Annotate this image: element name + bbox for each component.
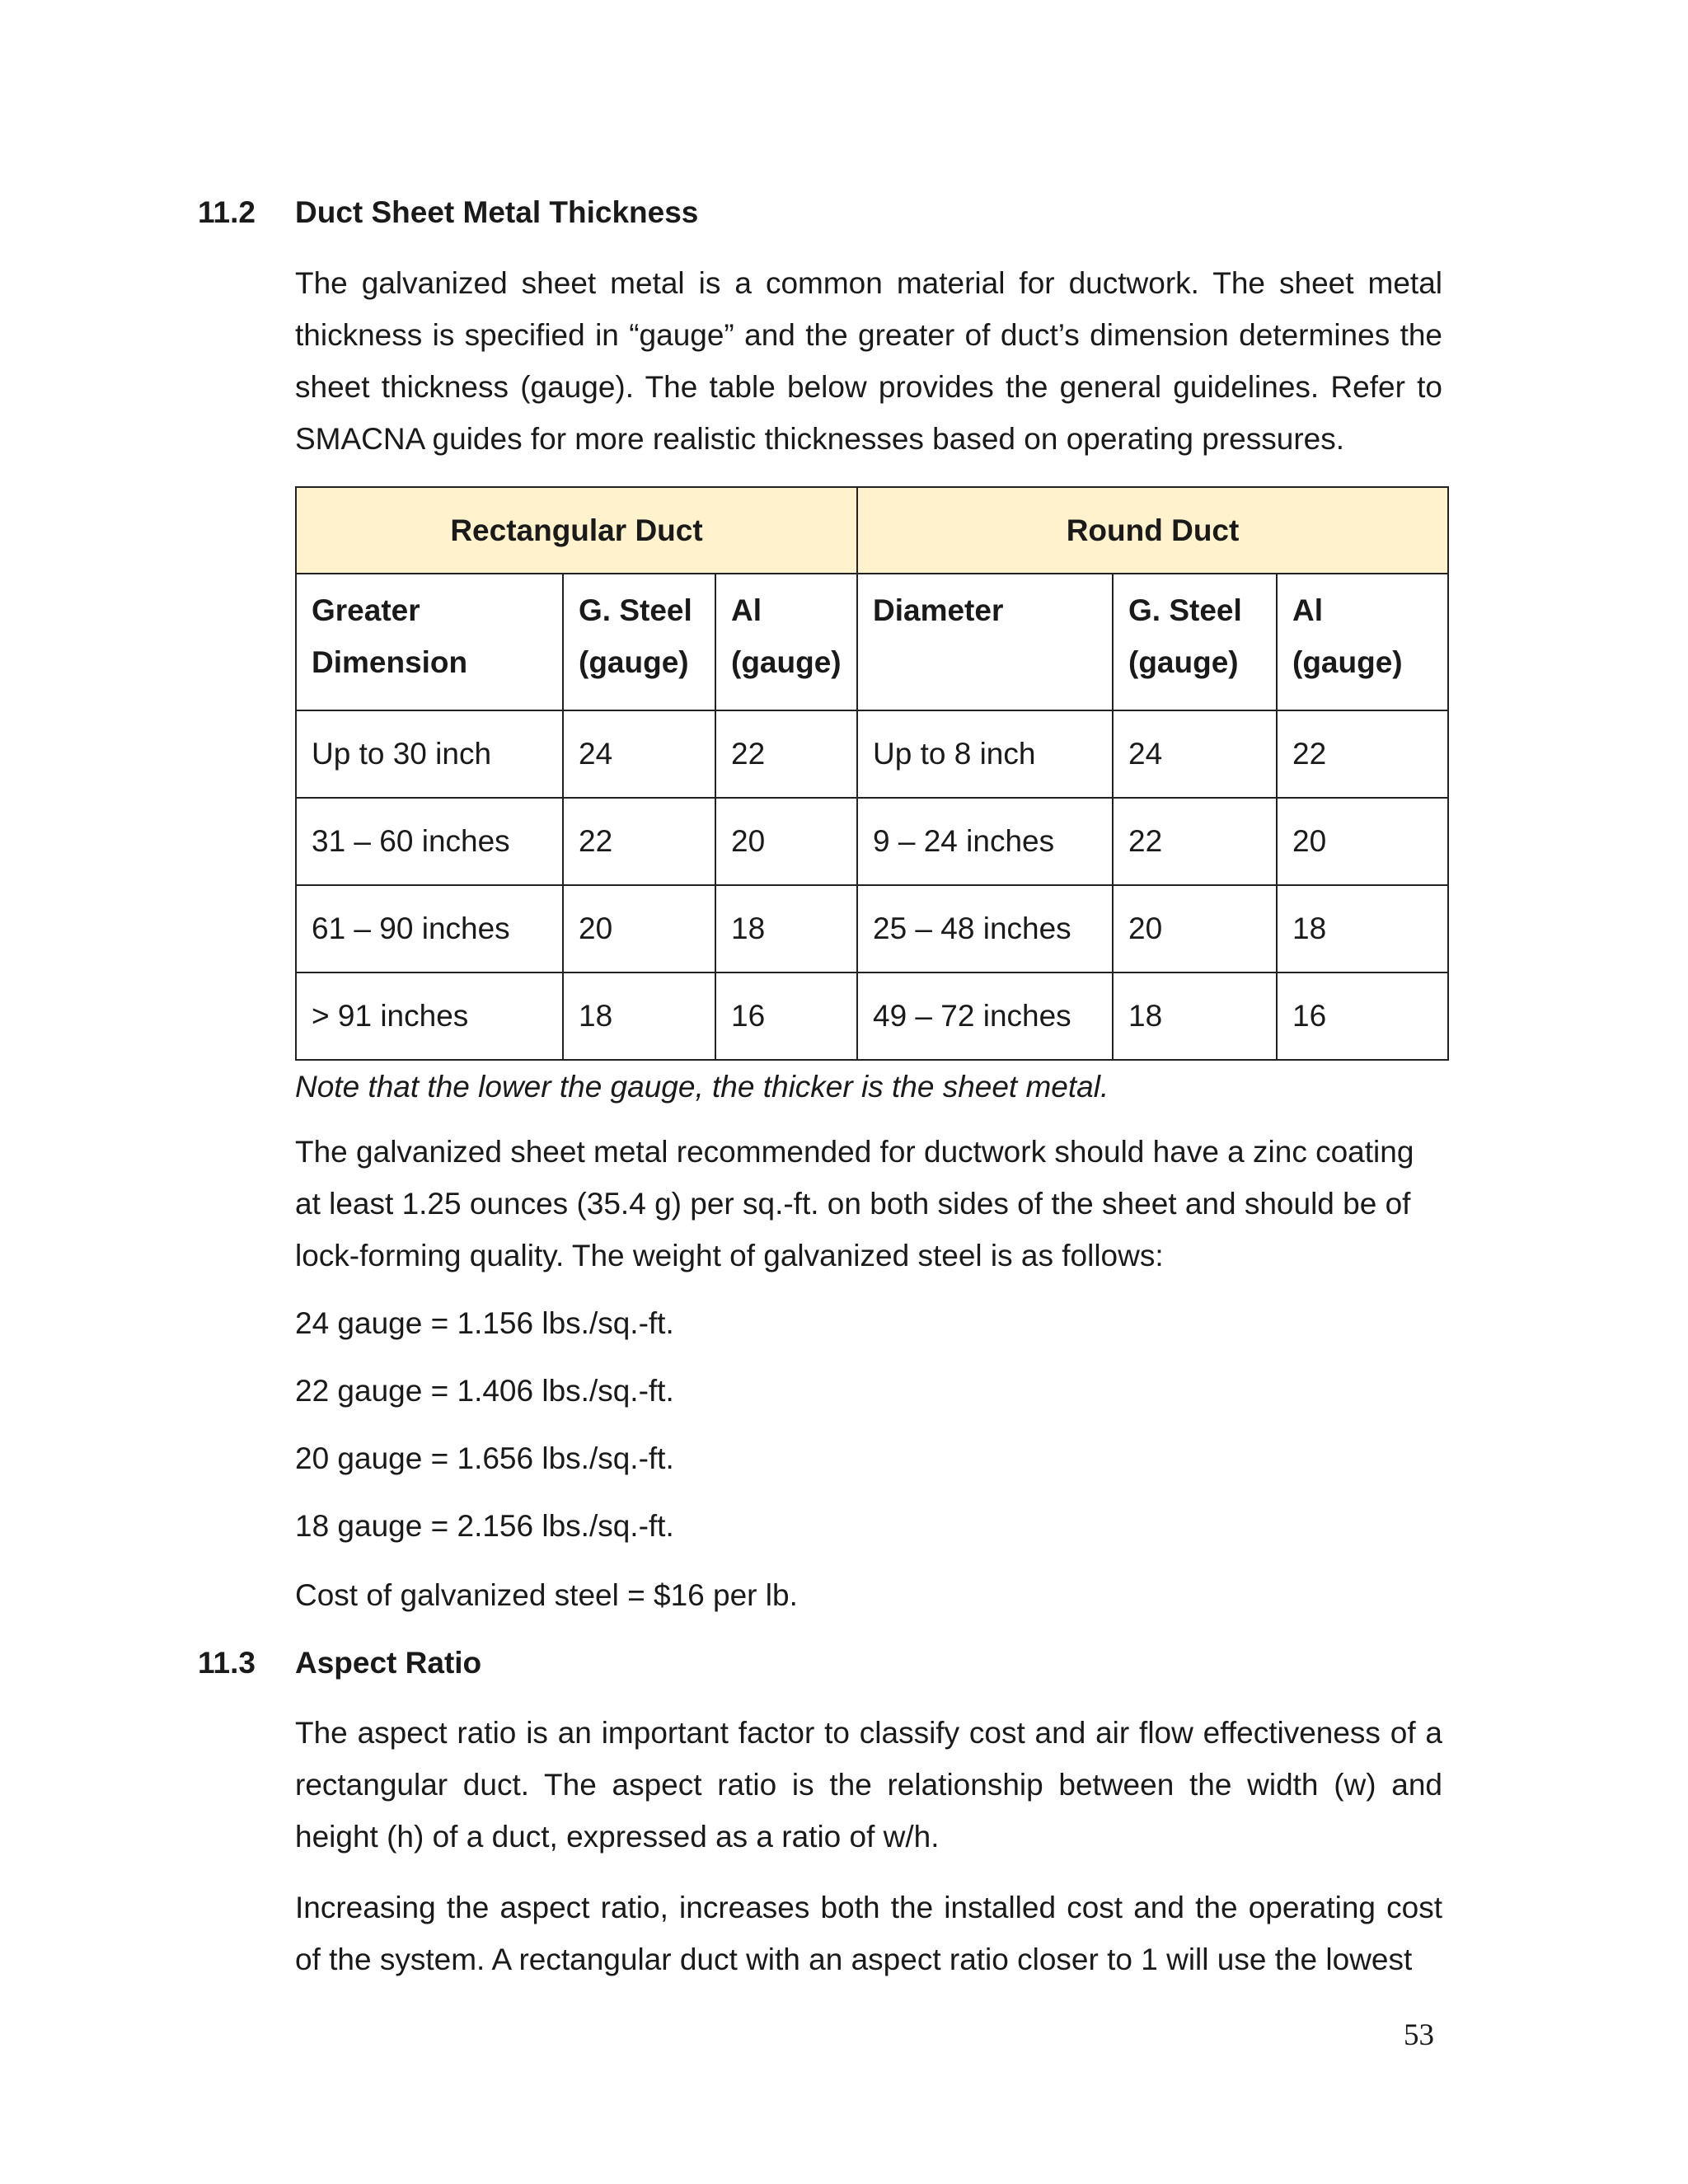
table-cell: 18 <box>715 885 857 972</box>
table-cell: 49 – 72 inches <box>857 972 1113 1060</box>
table-cell: 61 – 90 inches <box>296 885 563 972</box>
group-header-round: Round Duct <box>857 487 1448 574</box>
aspect-ratio-paragraph-2: Increasing the aspect ratio, increases both the installed cost and the operating cost of the system. A rectangular duct with an aspect ratio closer to 1 will use the lowest <box>295 1891 1442 1976</box>
column-header: Diameter <box>857 574 1113 710</box>
section-title: Aspect Ratio <box>295 1646 482 1680</box>
table-row <box>296 885 1448 972</box>
column-header: Al (gauge) <box>715 574 857 710</box>
group-header-rectangular: Rectangular Duct <box>296 487 857 574</box>
column-header: G. Steel (gauge) <box>563 574 715 710</box>
intro-paragraph: The galvanized sheet metal is a common material for ductwork. The sheet metal thickness is specified in “gauge” and the greater of duct’s dimension determines the sheet thickness (gauge). The table below provides the general guidelines. Refer to SMACNA guides for more realistic thicknesses based on operating pressures. <box>295 266 1442 456</box>
weight-line: 18 gauge = 2.156 lbs./sq.-ft. <box>295 1509 674 1543</box>
table-cell: 24 <box>1113 710 1277 798</box>
weight-line: 24 gauge = 1.156 lbs./sq.-ft. <box>295 1306 674 1340</box>
section-number: 11.2 <box>198 195 256 229</box>
table-row <box>296 798 1448 885</box>
page-number: 53 <box>1404 2018 1434 2052</box>
table-cell: 22 <box>715 710 857 798</box>
table-cell: Up to 8 inch <box>857 710 1113 798</box>
table-cell: 18 <box>1277 885 1448 972</box>
column-header: Greater Dimension <box>296 574 563 710</box>
weight-line: 20 gauge = 1.656 lbs./sq.-ft. <box>295 1441 674 1475</box>
table-column-header-row <box>296 574 1448 710</box>
table-note: Note that the lower the gauge, the thicker is the sheet metal. <box>295 1070 1109 1104</box>
table-row <box>296 710 1448 798</box>
table-cell: 16 <box>715 972 857 1060</box>
table-cell: 24 <box>563 710 715 798</box>
table-cell: 20 <box>1113 885 1277 972</box>
table-row <box>296 972 1448 1060</box>
table-group-header-row <box>296 487 1448 574</box>
table-cell: 22 <box>1277 710 1448 798</box>
table-cell: 25 – 48 inches <box>857 885 1113 972</box>
table-cell: 20 <box>715 798 857 885</box>
aspect-ratio-paragraph-1: The aspect ratio is an important factor to classify cost and air flow effectiveness of a rectangular duct. The aspect ratio is the relationship between the width (w) and height (h) of a duct, expressed as a ratio of w/h. <box>295 1716 1442 1854</box>
column-header: Al (gauge) <box>1277 574 1448 710</box>
table-cell: 20 <box>1277 798 1448 885</box>
table-cell: 18 <box>1113 972 1277 1060</box>
table-cell: Up to 30 inch <box>296 710 563 798</box>
weight-line: 22 gauge = 1.406 lbs./sq.-ft. <box>295 1374 674 1408</box>
table-cell: 22 <box>563 798 715 885</box>
table-cell: 16 <box>1277 972 1448 1060</box>
section-title: Duct Sheet Metal Thickness <box>295 195 699 229</box>
table-cell: 20 <box>563 885 715 972</box>
table-cell: 9 – 24 inches <box>857 798 1113 885</box>
table-cell: 31 – 60 inches <box>296 798 563 885</box>
table-cell: 18 <box>563 972 715 1060</box>
section-number: 11.3 <box>198 1646 256 1680</box>
table-cell: 22 <box>1113 798 1277 885</box>
gauge-table <box>295 486 1449 1061</box>
column-header: G. Steel (gauge) <box>1113 574 1277 710</box>
coating-paragraph: The galvanized sheet metal recommended for ductwork should have a zinc coating at least 1.25 ounces (35.4 g) per sq.-ft. on both sides of the sheet and should be of lock-forming quality. The weight of galvanized steel is as follows: <box>295 1135 1414 1272</box>
cost-line: Cost of galvanized steel = $16 per lb. <box>295 1578 798 1612</box>
table-cell: > 91 inches <box>296 972 563 1060</box>
